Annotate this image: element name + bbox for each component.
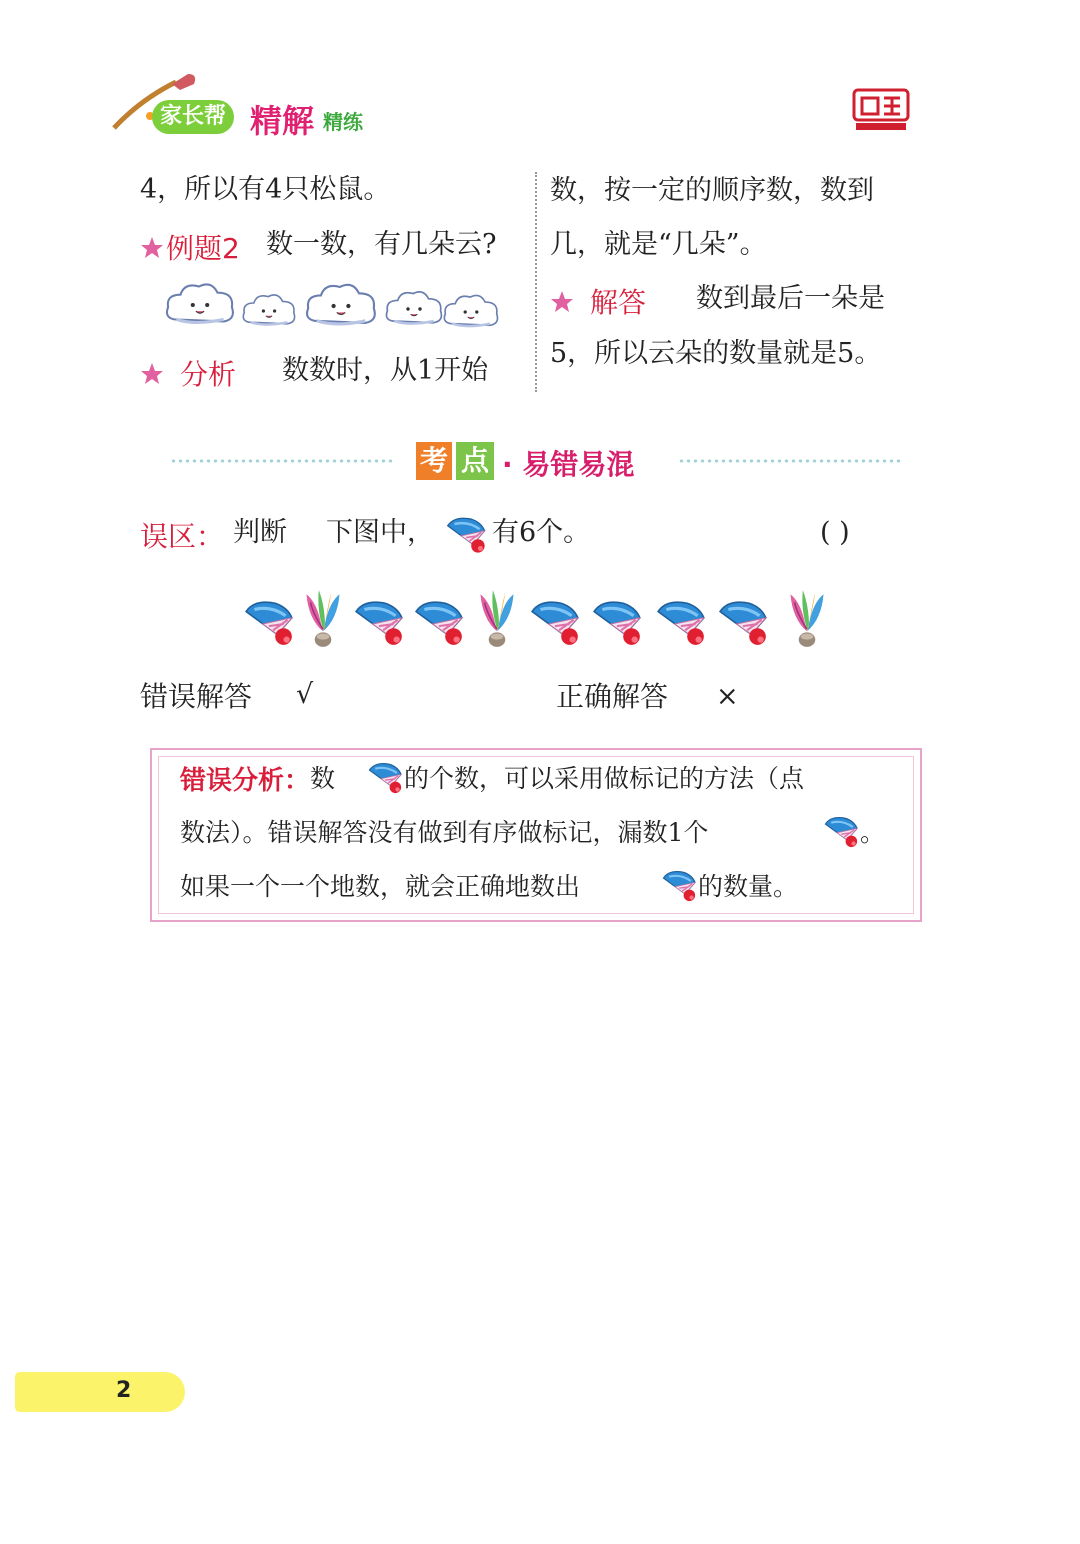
left-line1: 4，所以有4只松鼠。 — [140, 174, 391, 205]
feather-shuttlecock-icon — [302, 588, 344, 650]
answer-text: 数到最后一朵是 — [696, 283, 885, 314]
shuttlecock-icon — [530, 597, 582, 649]
analysis-label: 分析 — [180, 358, 237, 391]
shuttlecock-icon — [354, 597, 406, 649]
question-text-a: 下图中， — [326, 517, 434, 548]
shuttlecock-icon — [824, 814, 860, 850]
banner-dots-right — [678, 458, 900, 464]
star-icon — [140, 236, 164, 260]
star-icon — [140, 362, 164, 386]
cloud-icon — [442, 293, 500, 331]
page-number: 2 — [116, 1378, 132, 1403]
shuttlecock-icon — [718, 597, 770, 649]
brand-logo — [110, 70, 410, 140]
brand-pill: 家长帮 — [152, 100, 234, 134]
error-analysis-label: 错误分析： — [180, 766, 311, 796]
brand-main: 精解 — [250, 102, 315, 140]
right-answer-mark: × — [716, 681, 739, 712]
analysis-line3a: 如果一个一个地数，就会正确地数出 — [180, 872, 581, 901]
cloud-icon — [384, 290, 444, 328]
question-label: 误区： — [140, 520, 225, 553]
shuttlecock-icon — [656, 597, 708, 649]
shuttlecock-icon — [368, 760, 404, 796]
analysis-line1a: 数 — [310, 764, 336, 793]
analysis-text: 数数时，从1开始 — [282, 355, 489, 386]
question-type: 判断 — [233, 517, 287, 548]
answer-blank: ( ) — [820, 517, 850, 548]
shuttlecock-icon — [662, 868, 698, 904]
example-text: 数一数，有几朵云? — [266, 229, 497, 260]
analysis-line2b: 。 — [860, 818, 886, 847]
cloud-icon — [164, 282, 236, 328]
shuttlecock-icon — [414, 597, 466, 649]
right-answer-label: 正确解答 — [556, 680, 669, 713]
question-text-b: 有6个。 — [492, 517, 591, 548]
column-divider — [535, 172, 537, 392]
analysis-line2a: 数法）。错误解答没有做到有序做标记，漏数1个 — [180, 818, 709, 847]
analysis-line3b: 的数量。 — [698, 872, 799, 901]
section-title: · 易错易混 — [502, 448, 635, 481]
right-line1: 数，按一定的顺序数，数到 — [550, 175, 874, 206]
wrong-answer-label: 错误解答 — [140, 680, 253, 713]
cloud-icon — [304, 282, 378, 330]
seal-logo-icon — [852, 88, 910, 132]
shuttlecock-icon — [446, 514, 488, 556]
feather-shuttlecock-icon — [786, 588, 828, 650]
right-line2: 几，就是“几朵”。 — [550, 229, 767, 260]
star-icon — [550, 290, 574, 314]
section-tag-dian: 点 — [456, 442, 494, 480]
right-line4: 5，所以云朵的数量就是5。 — [550, 338, 882, 369]
feather-shuttlecock-icon — [476, 588, 518, 650]
shuttlecock-icon — [592, 597, 644, 649]
example-label: 例题2 — [166, 232, 240, 265]
answer-label: 解答 — [590, 286, 647, 319]
shuttlecock-icon — [244, 597, 296, 649]
banner-dots-left — [170, 458, 392, 464]
section-tag-kao: 考 — [416, 442, 452, 480]
cloud-icon — [241, 293, 297, 329]
wrong-answer-mark: √ — [296, 679, 314, 710]
analysis-line1b: 的个数，可以采用做标记的方法（点 — [404, 764, 805, 793]
page-number-tab — [15, 1372, 185, 1412]
brand-sub: 精练 — [323, 110, 363, 134]
